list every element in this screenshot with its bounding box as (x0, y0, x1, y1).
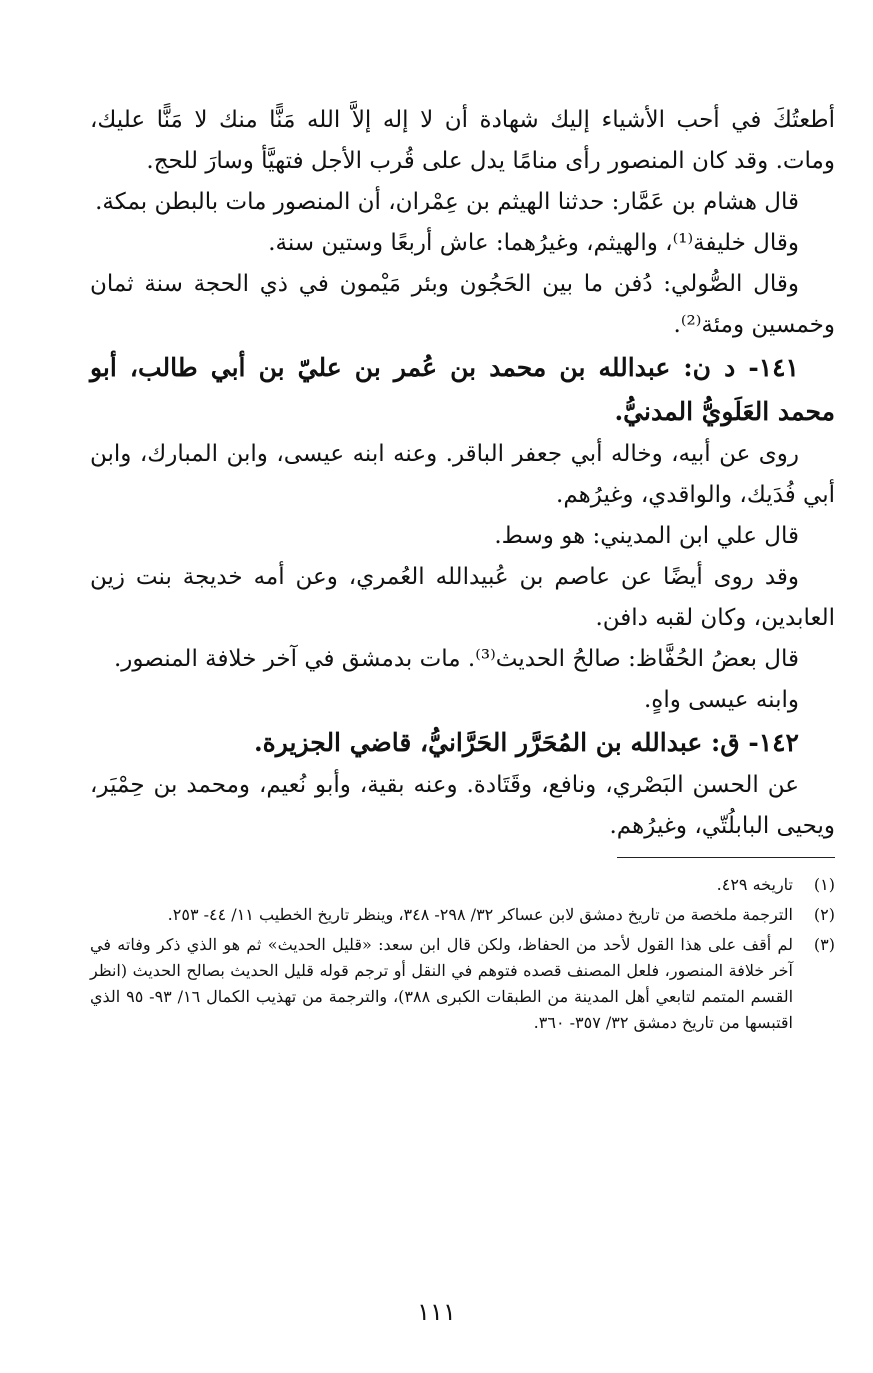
footnote-divider (617, 857, 835, 858)
paragraph: أطعتُكَ في أحب الأشياء إليك شهادة أن لا إله إلاَّ الله مَنًّا منك لا مَنًّا عليك، ومات. وقد كان المنصور رأى منامًا يدل على قُرب الأجل فتهيَّأ وسارَ للحج. (90, 107, 835, 174)
footnote-number: (٣) (813, 935, 835, 954)
paragraph: قال علي ابن المديني: هو وسط. (494, 523, 799, 549)
footnote-text: الترجمة ملخصة من تاريخ دمشق لابن عساكر ٣٢/ ٢٩٨- ٣٤٨، وينظر تاريخ الخطيب ١١/ ٤٤- ٢٥٣. (167, 905, 793, 924)
entry-heading-141: ١٤١- د ن: عبدالله بن محمد بن عُمر بن عليّ بن أبي طالب، أبو محمد العَلَويُّ المدنيُّ. (90, 353, 835, 426)
footnote (90, 902, 835, 928)
entry-heading-142: ١٤٢- ق: عبدالله بن المُحَرَّر الحَرَّانيُّ، قاضي الجزيرة. (253, 728, 799, 757)
page-number: ١١١ (417, 1298, 456, 1326)
page-content (90, 100, 835, 1040)
footnote (90, 872, 835, 898)
footnote (90, 932, 835, 1036)
paragraph: وقال الصُّولي: دُفن ما بين الحَجُون وبئر مَيْمون في ذي الحجة سنة ثمان وخمسين ومئة⁽²⁾. (90, 271, 835, 338)
paragraph: روى عن أبيه، وخاله أبي جعفر الباقر. وعنه ابنه عيسى، وابن المبارك، وابن أبي فُدَيك، والواقدي، وغيرُهم. (90, 441, 835, 508)
paragraph: وقال خليفة⁽¹⁾، والهيثم، وغيرُهما: عاش أربعًا وستين سنة. (268, 230, 799, 256)
footnotes (90, 872, 835, 1036)
paragraph: وابنه عيسى واهٍ. (643, 687, 799, 713)
main-text (90, 100, 835, 847)
footnote-text: تاريخه ٤٢٩. (716, 875, 793, 894)
footnote-number: (٢) (813, 905, 835, 924)
paragraph: عن الحسن البَصْري، ونافع، وقَتَادة. وعنه بقية، وأبو نُعيم، ومحمد بن حِمْيَر، ويحيى البابلُتّي، وغيرُهم. (90, 772, 835, 839)
paragraph: قال هشام بن عَمَّار: حدثنا الهيثم بن عِمْران، أن المنصور مات بالبطن بمكة. (95, 189, 799, 215)
paragraph: وقد روى أيضًا عن عاصم بن عُبيدالله العُمري، وعن أمه خديجة بنت زين العابدين، وكان لقبه دافن. (90, 564, 835, 631)
footnote-text: لم أقف على هذا القول لأحد من الحفاظ، ولكن قال ابن سعد: «قليل الحديث» ثم هو الذي ذكر وفاته في آخر خلافة المنصور، فلعل المصنف قصده فتوهم في النقل أو ترجم قوله قليل الحديث بصالح الحديث (انظر القسم المتمم لتابعي أهل المدينة من الطبقات الكبرى ٣٨٨)، والترجمة من تهذيب الكمال ١٦/ ٩٣- ٩٥ الذي اقتبسها من تاريخ دمشق ٣٢/ ٣٥٧- ٣٦٠. (90, 935, 794, 1032)
footnote-number: (١) (813, 875, 835, 894)
paragraph: قال بعضُ الحُفَّاظ: صالحُ الحديث⁽³⁾. مات بدمشق في آخر خلافة المنصور. (113, 646, 799, 672)
